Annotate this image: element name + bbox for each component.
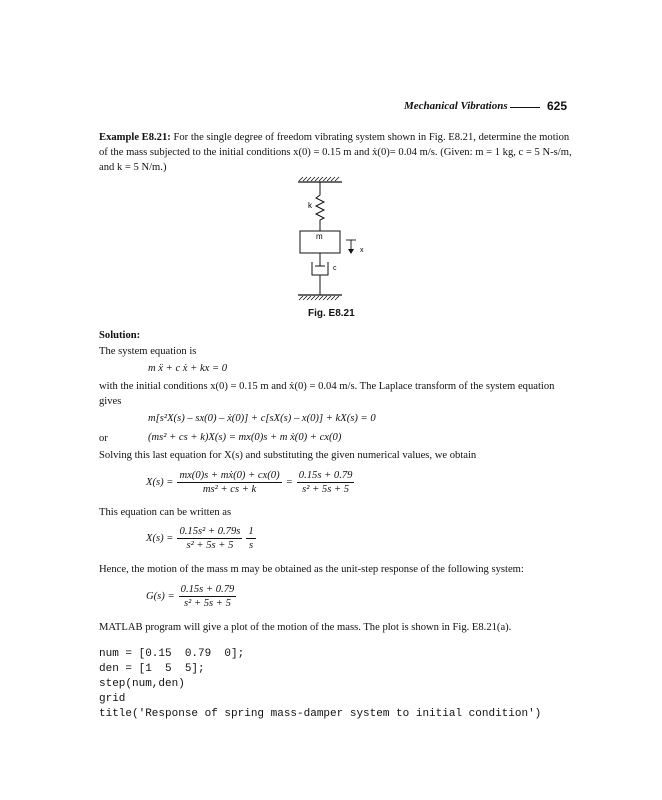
paragraph-1-line-1: with the initial conditions x(0) = 0.15 m and ẋ(0) = 0.04 m/s. The Laplace transform of the system equation bbox=[99, 381, 555, 392]
eq4-equals: = bbox=[285, 477, 293, 488]
spring-label: k bbox=[308, 201, 312, 210]
eq5-fraction-1 bbox=[177, 526, 242, 551]
example-line-3: and k = 5 N/m.) bbox=[99, 162, 167, 173]
top-ground-hatch bbox=[299, 177, 339, 181]
laplace-equation: m[s²X(s) – sx(0) – ẋ(0)] + c[sX(s) – x(0)] + kX(s) = 0 bbox=[148, 413, 376, 424]
eq4-fraction-2 bbox=[297, 470, 355, 495]
eq6-fraction-numerator: 0.15s + 0.79 bbox=[180, 584, 235, 595]
solution-intro: The system equation is bbox=[99, 346, 197, 357]
code-line: den = [1 5 5]; bbox=[99, 663, 205, 675]
eq5-fraction-1-denominator: s² + 5s + 5 bbox=[186, 540, 234, 551]
example-text-1: For the single degree of freedom vibrating system shown in Fig. E8.21, determine the motion bbox=[173, 132, 570, 143]
system-equation: m ẍ + c ẋ + kx = 0 bbox=[148, 363, 228, 374]
eq4-lhs: X(s) = bbox=[146, 477, 174, 488]
header-rule bbox=[510, 107, 540, 108]
paragraph-1-line-2: gives bbox=[99, 396, 122, 407]
eq6-fraction-denominator: s² + 5s + 5 bbox=[184, 598, 231, 609]
spring-mass-damper-diagram bbox=[280, 175, 390, 305]
mass-label: m bbox=[316, 232, 323, 241]
eq5-fraction-2 bbox=[246, 526, 255, 551]
matlab-code-block bbox=[99, 647, 541, 722]
eq6-fraction bbox=[179, 584, 237, 609]
eq6-lhs: G(s) = bbox=[146, 591, 175, 602]
eq5-lhs: X(s) = bbox=[146, 533, 174, 544]
eq4-fraction-2-denominator: s² + 5s + 5 bbox=[302, 484, 350, 495]
eq5-fraction-2-denominator: s bbox=[248, 540, 254, 551]
eq4-fraction-2-numerator: 0.15s + 0.79 bbox=[298, 470, 353, 481]
example-line-1 bbox=[99, 131, 569, 145]
example-label: Example E8.21: bbox=[99, 132, 171, 143]
damper-label: c bbox=[333, 265, 337, 272]
paragraph-2: Solving this last equation for X(s) and substituting the given numerical values, we obtain bbox=[99, 450, 477, 461]
eq5-fraction-2-numerator: 1 bbox=[248, 526, 254, 537]
rearranged-equation: (ms² + cs + k)X(s) = mx(0)s + m ẋ(0) + cx(0) bbox=[148, 432, 342, 443]
spring-icon bbox=[316, 182, 324, 231]
eq4-fraction-1 bbox=[177, 470, 281, 495]
running-header-title: Mechanical Vibrations bbox=[404, 100, 508, 112]
eq5-fraction-1-numerator: 0.15s² + 0.79s bbox=[179, 526, 241, 537]
paragraph-5: MATLAB program will give a plot of the motion of the mass. The plot is shown in Fig. E8.21(a). bbox=[99, 622, 512, 633]
eq4-fraction-1-denominator: ms² + cs + k bbox=[202, 484, 257, 495]
solution-heading: Solution: bbox=[99, 330, 141, 341]
code-line: grid bbox=[99, 693, 126, 705]
example-line-2: of the mass subjected to the initial conditions x(0) = 0.15 m and ẋ(0)= 0.04 m/s. (Given: m = 1 kg, c = 5 N-s/m, bbox=[99, 147, 572, 158]
step-form-equation bbox=[146, 526, 256, 551]
eq4-fraction-1-numerator: mx(0)s + mẋ(0) + cx(0) bbox=[179, 470, 280, 481]
displacement-arrow-icon bbox=[348, 249, 354, 254]
displacement-label: x bbox=[360, 247, 364, 254]
transfer-function-equation bbox=[146, 584, 236, 609]
paragraph-4: Hence, the motion of the mass m may be obtained as the unit-step response of the following system: bbox=[99, 564, 524, 575]
page-number: 625 bbox=[547, 99, 568, 113]
figure-caption: Fig. E8.21 bbox=[308, 308, 355, 319]
or-label: or bbox=[99, 433, 108, 444]
code-line: title('Response of spring mass-damper system to initial condition') bbox=[99, 708, 542, 720]
code-line: num = [0.15 0.79 0]; bbox=[99, 648, 245, 660]
paragraph-3: This equation can be written as bbox=[99, 507, 232, 518]
code-line: step(num,den) bbox=[99, 678, 185, 690]
transform-solution-equation bbox=[146, 470, 354, 495]
bottom-ground-hatch bbox=[299, 296, 339, 300]
